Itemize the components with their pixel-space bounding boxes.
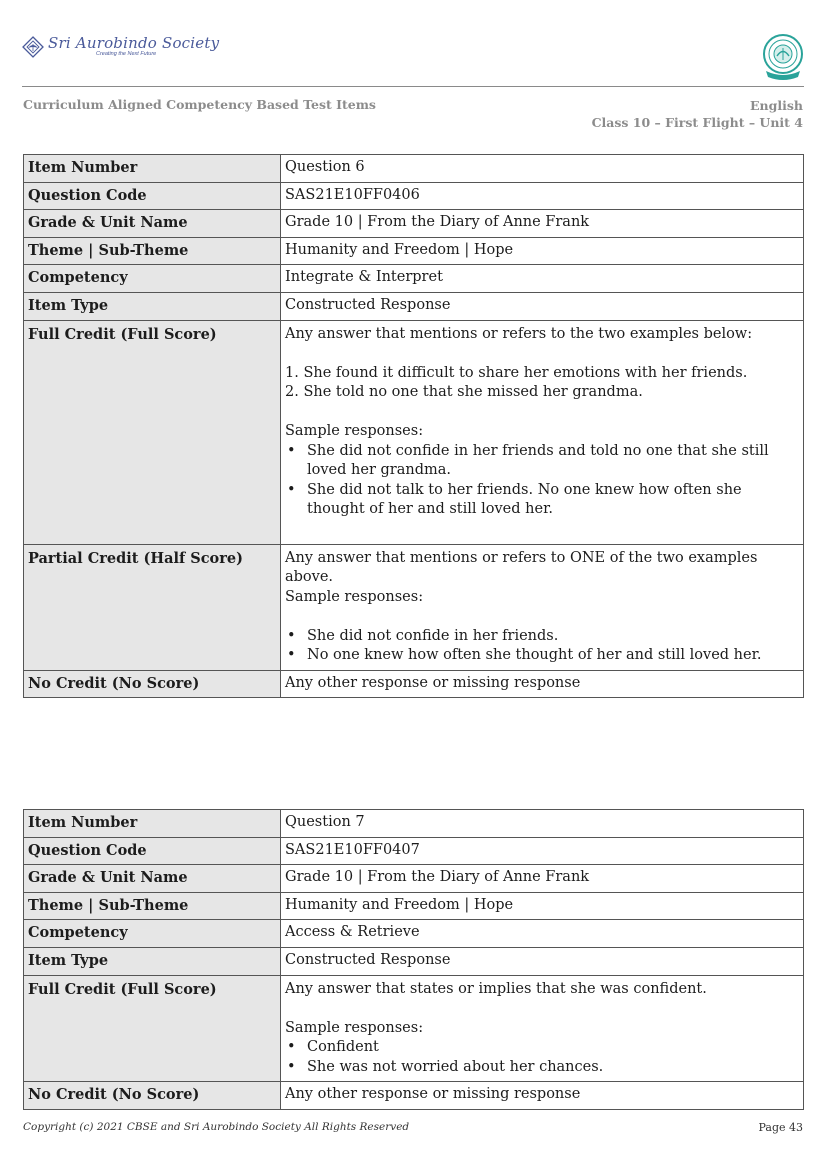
table-row: [24, 810, 804, 838]
row-value: Grade 10 | From the Diary of Anne Frank: [281, 210, 804, 238]
list-item: • She did not talk to her friends. No one knew how often she thought of her and still loved her.: [287, 481, 742, 518]
full-credit-intro: Any answer that states or implies that she was confident.: [285, 980, 707, 997]
question-6-table: [23, 154, 804, 698]
header-divider: [22, 86, 804, 87]
list-item: • No one knew how often she thought of her and still loved her.: [285, 646, 799, 666]
table-row: [24, 237, 804, 265]
row-label: Competency: [24, 920, 281, 948]
table-row: [24, 210, 804, 238]
lotus-emblem-icon: [22, 36, 44, 58]
table-row: [24, 265, 804, 293]
row-value: Any other response or missing response: [281, 670, 804, 698]
partial-credit-content: [281, 544, 804, 670]
full-credit-content: [281, 320, 804, 544]
row-value: Access & Retrieve: [281, 920, 804, 948]
row-label: Question Code: [24, 837, 281, 865]
row-value: Humanity and Freedom | Hope: [281, 237, 804, 265]
example-list: [285, 364, 799, 403]
sample-heading: Sample responses:: [285, 1019, 424, 1036]
table-row: [24, 865, 804, 893]
partial-credit-row: [24, 544, 804, 670]
table-row: [24, 292, 804, 320]
list-item: • She did not confide in her friends and told no one that she still loved her grandma.: [287, 442, 769, 479]
list-item: • She was not worried about her chances.: [285, 1058, 799, 1078]
full-credit-intro: Any answer that mentions or refers to the two examples below:: [285, 325, 753, 342]
document-title: Curriculum Aligned Competency Based Test Items: [23, 97, 376, 112]
copyright-notice: Copyright (c) 2021 CBSE and Sri Aurobindo Society All Rights Reserved: [23, 1121, 410, 1133]
list-item: 2. She told no one that she missed her grandma.: [285, 384, 643, 401]
row-label: Item Type: [24, 947, 281, 975]
row-label: Item Number: [24, 155, 281, 183]
row-label: No Credit (No Score): [24, 1082, 281, 1110]
row-value: Integrate & Interpret: [281, 265, 804, 293]
subject-info: [592, 97, 803, 131]
row-value: Grade 10 | From the Diary of Anne Frank: [281, 865, 804, 893]
bullet-icon: •: [287, 1058, 296, 1075]
row-label: Theme | Sub-Theme: [24, 892, 281, 920]
row-value: Humanity and Freedom | Hope: [281, 892, 804, 920]
subject-label: English: [750, 98, 803, 113]
row-label: Question Code: [24, 182, 281, 210]
bullet-icon: •: [287, 481, 296, 498]
full-credit-content: [281, 975, 804, 1082]
row-value: Question 6: [281, 155, 804, 183]
row-value: SAS21E10FF0407: [281, 837, 804, 865]
row-label: Competency: [24, 265, 281, 293]
bullet-icon: •: [287, 627, 296, 644]
sample-list: [285, 442, 799, 520]
sample-heading: Sample responses:: [285, 588, 424, 605]
table-row: [24, 947, 804, 975]
partial-credit-intro: Any answer that mentions or refers to ONE of the two examples above.: [285, 549, 758, 586]
row-label: Full Credit (Full Score): [24, 975, 281, 1082]
table-row: [24, 920, 804, 948]
list-item: 1. She found it difficult to share her emotions with her friends.: [285, 364, 748, 381]
row-label: Grade & Unit Name: [24, 210, 281, 238]
sample-heading: Sample responses:: [285, 423, 424, 440]
cbse-seal-icon: [760, 33, 806, 81]
logo-tagline: Creating the Next Future: [96, 51, 157, 58]
list-item: • She did not confide in her friends.: [285, 627, 799, 647]
row-label: Item Number: [24, 810, 281, 838]
logo-title: Sri Aurobindo Society: [48, 34, 220, 53]
row-label: Theme | Sub-Theme: [24, 237, 281, 265]
row-value: Any other response or missing response: [281, 1082, 804, 1110]
bullet-icon: •: [287, 647, 296, 664]
row-label: Partial Credit (Half Score): [24, 544, 281, 670]
sample-list: [285, 627, 799, 666]
no-credit-row: [24, 670, 804, 698]
table-row: [24, 182, 804, 210]
table-row: [24, 892, 804, 920]
bullet-icon: •: [287, 442, 296, 459]
sri-aurobindo-society-logo: [22, 36, 219, 58]
row-value: Question 7: [281, 810, 804, 838]
full-credit-row: [24, 975, 804, 1082]
row-label: Item Type: [24, 292, 281, 320]
row-label: No Credit (No Score): [24, 670, 281, 698]
full-credit-row: [24, 320, 804, 544]
row-label: Full Credit (Full Score): [24, 320, 281, 544]
row-value: SAS21E10FF0406: [281, 182, 804, 210]
table-row: [24, 837, 804, 865]
sample-list: [285, 1038, 799, 1077]
no-credit-row: [24, 1082, 804, 1110]
row-value: Constructed Response: [281, 947, 804, 975]
page-number: Page 43: [758, 1121, 803, 1134]
row-label: Grade & Unit Name: [24, 865, 281, 893]
bullet-icon: •: [287, 1039, 296, 1056]
list-item: • Confident: [285, 1038, 799, 1058]
class-unit-label: Class 10 – First Flight – Unit 4: [591, 115, 803, 130]
row-value: Constructed Response: [281, 292, 804, 320]
question-7-table: [23, 809, 804, 1110]
table-row: [24, 155, 804, 183]
